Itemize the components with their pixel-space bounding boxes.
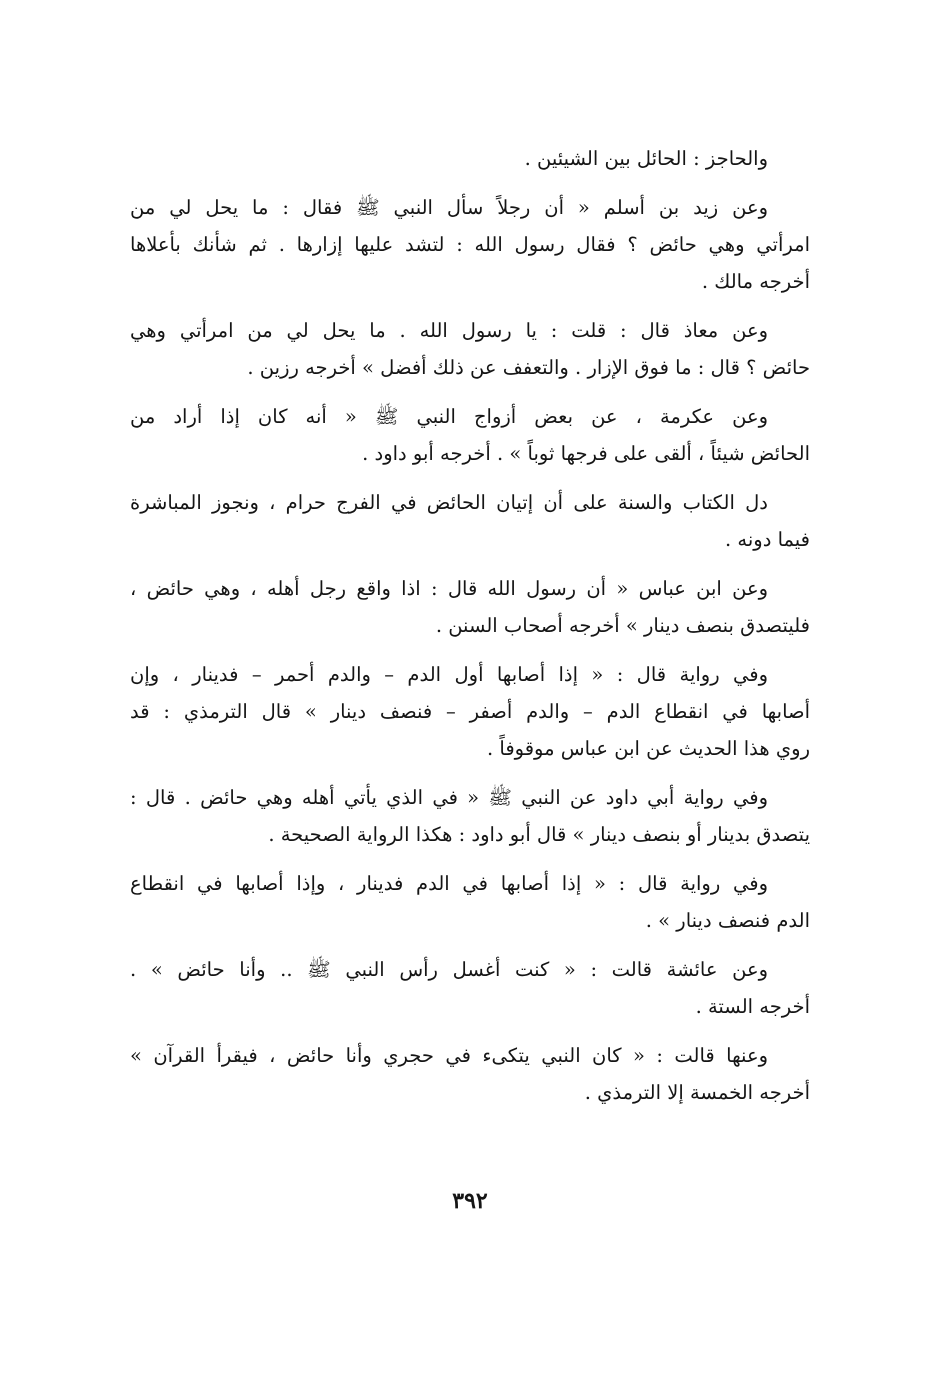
text-line: أخرجه مالك . (701, 270, 810, 293)
paragraph-3 (130, 312, 810, 386)
paragraph-9 (130, 865, 810, 939)
paragraph-4 (130, 398, 810, 472)
paragraph-7 (130, 656, 810, 767)
text-line: وعن معاذ قال : قلت : يا رسول الله . ما يحل لي من امرأتي وهي (130, 319, 768, 342)
page-number: ٣٩٢ (452, 1188, 488, 1214)
text-line: وعن عكرمة ، عن بعض أزواج النبي ﷺ « أنه كان إذا أراد من (130, 405, 768, 428)
paragraph-10 (130, 951, 810, 1025)
text-line: وفي رواية قال : « إذا أصابها أول الدم – والدم أحمر – فدينار ، وإن (130, 663, 768, 686)
text-line: وعن زيد بن أسلم « أن رجلاً سأل النبي ﷺ فقال : ما يحل لي من (130, 196, 768, 219)
paragraph-6 (130, 570, 810, 644)
paragraph-5 (130, 484, 810, 558)
text-line: روي هذا الحديث عن ابن عباس موقوفاً . (487, 737, 810, 760)
text-line: أصابها في انقطاع الدم – والدم أصفر – فنصف دينار » قال الترمذي : قد (130, 700, 810, 723)
text-line: أخرجه الستة . (695, 995, 810, 1018)
text-line: وعن عائشة قالت : « كنت أغسل رأس النبي ﷺ .. وأنا حائض » . (130, 958, 768, 981)
paragraph-2 (130, 189, 810, 300)
text-line: حائض ؟ قال : ما فوق الإزار . والتعفف عن ذلك أفضل » أخرجه رزين . (247, 356, 810, 379)
text-line: امرأتي وهي حائض ؟ فقال رسول الله : لتشد عليها إزارها . ثم شأنك بأعلاها (130, 233, 810, 256)
paragraph-11 (130, 1037, 810, 1111)
text-line: فليتصدق بنصف دينار » أخرجه أصحاب السنن . (435, 614, 810, 637)
page-body (130, 140, 810, 1123)
text-line: أخرجه الخمسة إلا الترمذي . (584, 1081, 810, 1104)
text-line: والحاجز : الحائل بين الشيئين . (524, 147, 768, 170)
text-line: وفي رواية قال : « إذا أصابها في الدم فدينار ، وإذا أصابها في انقطاع (130, 872, 768, 895)
text-line: يتصدق بدينار أو بنصف دينار » قال أبو داود : هكذا الرواية الصحيحة . (268, 823, 810, 846)
paragraph-1 (130, 140, 810, 177)
text-line: دل الكتاب والسنة على أن إتيان الحائض في الفرج حرام ، ونجوز المباشرة (130, 491, 768, 514)
text-line: وعن ابن عباس « أن رسول الله قال : اذا واقع رجل أهله ، وهي حائض ، (130, 577, 768, 600)
text-line: وفي رواية أبي داود عن النبي ﷺ « في الذي يأتي أهله وهي حائض . قال : (130, 786, 768, 809)
text-line: الدم فنصف دينار » . (645, 909, 810, 932)
paragraph-8 (130, 779, 810, 853)
text-line: وعنها قالت : « كان النبي يتكىء في حجري وأنا حائض ، فيقرأ القرآن » (130, 1044, 768, 1067)
text-line: فيما دونه . (725, 528, 810, 551)
text-line: الحائض شيئاً ، ألقى على فرجها ثوباً » . أخرجه أبو داود . (362, 442, 810, 465)
